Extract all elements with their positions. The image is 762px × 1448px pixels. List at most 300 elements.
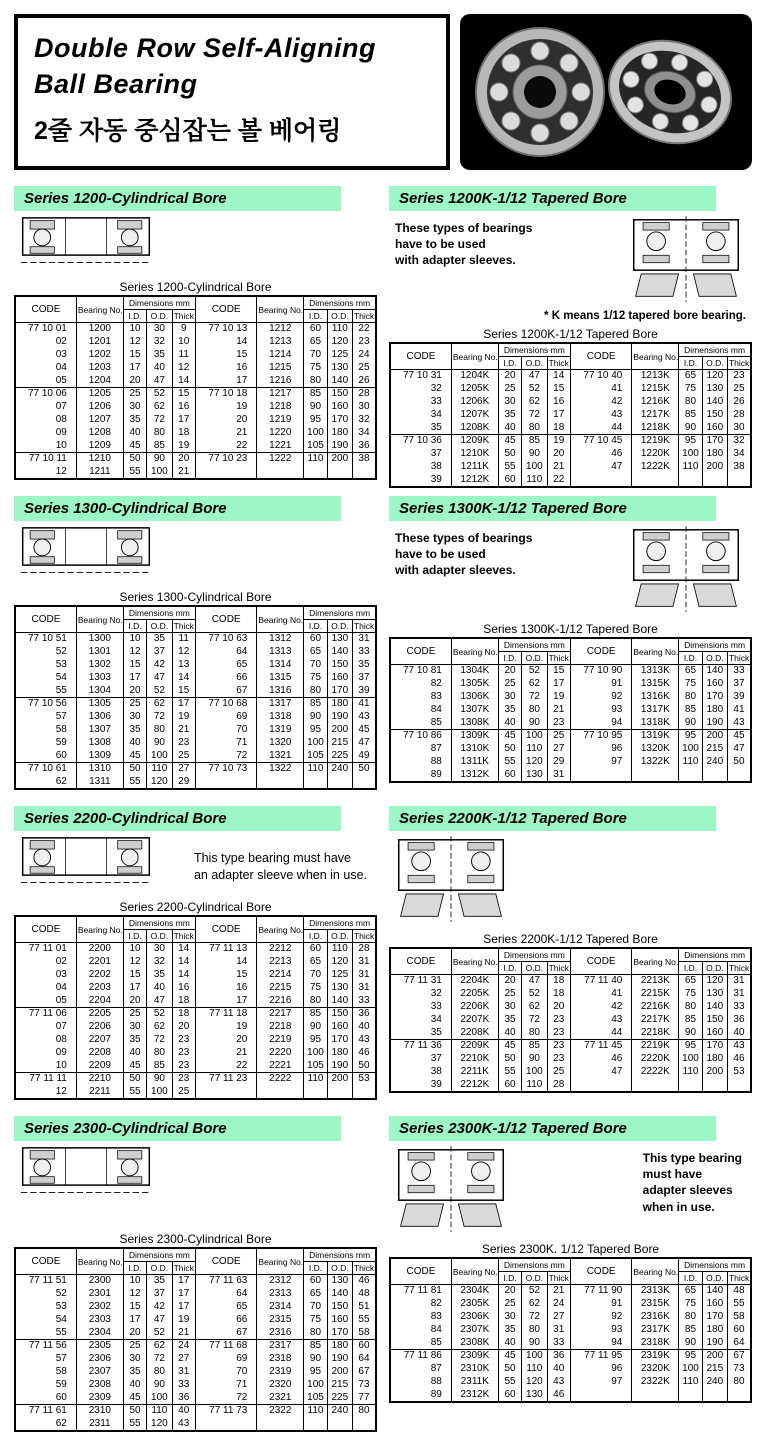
column-header: O.D.: [702, 357, 727, 370]
dimension-cell: 28: [352, 388, 376, 401]
dimension-cell: [702, 474, 727, 487]
dimension-cell: 90: [147, 1073, 172, 1086]
column-header: Dimensions mm: [498, 343, 570, 357]
code-cell: 77 11 56: [15, 1340, 76, 1353]
dimension-cell: 50: [123, 1405, 146, 1418]
code-cell: 94: [570, 1337, 631, 1350]
dimension-cell: 52: [522, 383, 547, 396]
dimension-cell: 46: [352, 1047, 376, 1060]
series-banner: [389, 496, 716, 521]
column-header: CODE: [195, 296, 256, 323]
dimension-cell: 32: [147, 956, 172, 969]
code-cell: 46: [570, 448, 631, 461]
dimension-cell: 15: [123, 659, 146, 672]
dimension-cell: 47: [352, 737, 376, 750]
column-header: I.D.: [498, 652, 521, 665]
code-cell: 77 11 11: [15, 1073, 76, 1086]
dimension-cell: 13: [172, 659, 195, 672]
code-cell: 77 11 01: [15, 943, 76, 956]
column-header: O.D.: [522, 962, 547, 975]
dimension-cell: 150: [327, 659, 352, 672]
dimension-cell: 33: [352, 995, 376, 1008]
dimension-cell: 60: [304, 633, 327, 646]
dimension-cell: 100: [147, 750, 172, 763]
code-cell: 77 10 06: [15, 388, 76, 401]
code-cell: 09: [15, 1047, 76, 1060]
dimension-cell: 30: [147, 943, 172, 956]
dimension-cell: 35: [123, 1034, 146, 1047]
code-cell: 57: [15, 1353, 76, 1366]
code-cell: 77 11 51: [15, 1275, 76, 1288]
bearing-no-cell: 1215: [257, 362, 304, 375]
column-header: I.D.: [304, 1262, 327, 1275]
bearing-no-cell: 2217: [257, 1008, 304, 1021]
dimension-cell: 240: [327, 1405, 352, 1418]
code-cell: 64: [195, 646, 256, 659]
bearing-cross-section-diagram: [20, 1146, 375, 1205]
section-illustration: [14, 831, 377, 897]
column-header: O.D.: [327, 930, 352, 943]
code-cell: 77 10 13: [195, 323, 256, 336]
dimension-cell: 34: [352, 427, 376, 440]
bearing-no-cell: 2213: [257, 956, 304, 969]
dimension-cell: 180: [702, 1053, 727, 1066]
dimension-cell: 105: [304, 750, 327, 763]
code-cell: 77 10 31: [390, 370, 451, 383]
bearing-no-cell: 1312: [257, 633, 304, 646]
bearing-no-cell: 2202: [76, 969, 123, 982]
dimension-cell: 30: [727, 422, 751, 435]
column-header: CODE: [195, 1248, 256, 1275]
dimension-cell: 17: [172, 1301, 195, 1314]
section-series-1200: [14, 186, 377, 490]
code-cell: 77 11 73: [195, 1405, 256, 1418]
bearing-no-cell: 1221: [257, 440, 304, 453]
bearing-no-cell: 1206: [76, 401, 123, 414]
dimension-cell: 14: [172, 969, 195, 982]
bearing-no-cell: 1213K: [632, 370, 679, 383]
dimension-cell: 85: [679, 1324, 702, 1337]
column-header: Thick: [173, 621, 194, 631]
dimension-cell: 40: [498, 422, 521, 435]
dimension-cell: 12: [123, 956, 146, 969]
dimension-cell: 46: [352, 1275, 376, 1288]
section-illustration: [14, 521, 377, 587]
dimension-cell: 72: [522, 1014, 547, 1027]
code-cell: 89: [390, 1389, 451, 1402]
code-cell: 47: [570, 1066, 631, 1079]
code-cell: 32: [390, 383, 451, 396]
dimension-cell: 25: [498, 988, 521, 1001]
dimension-cell: 80: [679, 396, 702, 409]
dimension-cell: [727, 474, 751, 487]
bearing-no-cell: 1207K: [451, 409, 498, 422]
bearing-no-cell: 1208K: [451, 422, 498, 435]
dimension-cell: 37: [727, 678, 751, 691]
bearing-no-cell: [257, 1418, 304, 1431]
code-cell: 60: [15, 1392, 76, 1405]
dimension-cell: 36: [727, 1014, 751, 1027]
dimension-cell: 100: [679, 448, 702, 461]
bearing-photo: [460, 14, 752, 170]
bearing-no-cell: [632, 1079, 679, 1092]
dimension-cell: 29: [172, 776, 195, 789]
code-cell: 04: [15, 362, 76, 375]
dimension-cell: 33: [727, 665, 751, 678]
dimension-cell: 10: [123, 1275, 146, 1288]
dimension-cell: 160: [327, 1021, 352, 1034]
column-header: Bearing No.: [257, 916, 304, 943]
bearing-no-cell: 2303: [76, 1314, 123, 1327]
bearing-no-cell: 1314: [257, 659, 304, 672]
dimension-cell: 33: [547, 1337, 570, 1350]
bearing-no-cell: 2308: [76, 1379, 123, 1392]
bearing-cross-section-diagram: [20, 836, 152, 895]
code-cell: 96: [570, 1363, 631, 1376]
code-cell: 77 11 81: [390, 1285, 451, 1298]
dimension-cell: 43: [727, 717, 751, 730]
bearing-no-cell: 1213: [257, 336, 304, 349]
dimension-cell: 23: [547, 1027, 570, 1040]
bearing-no-cell: 1319K: [632, 730, 679, 743]
dimension-cell: 30: [498, 1311, 521, 1324]
dimension-cell: 200: [327, 1073, 352, 1086]
usage-note: [194, 836, 367, 884]
bearing-dimensions-table: [389, 947, 752, 1093]
code-cell: [570, 1079, 631, 1092]
bearing-no-cell: 2207K: [451, 1014, 498, 1027]
dimension-cell: 31: [352, 982, 376, 995]
dimension-cell: 48: [352, 1288, 376, 1301]
dimension-cell: 75: [679, 383, 702, 396]
dimension-cell: 32: [147, 336, 172, 349]
dimension-cell: 25: [727, 383, 751, 396]
bearing-no-cell: 2312: [257, 1275, 304, 1288]
dimension-cell: 200: [327, 724, 352, 737]
column-header: Thick: [173, 311, 194, 321]
bearing-dimensions-table: [389, 637, 752, 783]
dimension-cell: 85: [304, 1340, 327, 1353]
code-cell: 32: [390, 988, 451, 1001]
dimension-cell: 25: [547, 1066, 570, 1079]
dimension-cell: 47: [522, 975, 547, 988]
bearing-no-cell: 1211K: [451, 461, 498, 474]
dimension-cell: 43: [172, 1418, 195, 1431]
code-cell: 70: [195, 1366, 256, 1379]
dimension-cell: 33: [727, 1001, 751, 1014]
bearing-no-cell: 2307K: [451, 1324, 498, 1337]
cylindrical-cross-section-svg: [20, 836, 152, 890]
dimension-cell: 70: [304, 349, 327, 362]
code-cell: [195, 1418, 256, 1431]
dimension-cell: 95: [304, 414, 327, 427]
dimension-cell: 17: [123, 1314, 146, 1327]
column-header: Dimensions mm: [123, 606, 195, 620]
dimension-cell: 140: [327, 646, 352, 659]
column-header: Dimensions mm: [679, 1258, 751, 1272]
dimension-cell: 23: [172, 737, 195, 750]
bearing-no-cell: 1310K: [451, 743, 498, 756]
dimension-cell: 72: [147, 414, 172, 427]
column-header: O.D.: [327, 620, 352, 633]
code-cell: [570, 1389, 631, 1402]
dimension-cell: 70: [304, 969, 327, 982]
dimension-cell: 43: [547, 1376, 570, 1389]
dimension-cell: 65: [304, 336, 327, 349]
code-cell: 55: [15, 1327, 76, 1340]
dimension-cell: 52: [522, 665, 547, 678]
bearing-no-cell: 1219: [257, 414, 304, 427]
dimension-cell: 130: [327, 1275, 352, 1288]
dimension-cell: 67: [727, 1350, 751, 1363]
dimension-cell: 105: [304, 1060, 327, 1073]
page-title-line2: Ball Bearing: [34, 69, 198, 100]
dimension-cell: 52: [147, 1327, 172, 1340]
dimension-cell: 110: [147, 763, 172, 776]
dimension-cell: 140: [327, 375, 352, 388]
dimension-cell: 34: [727, 448, 751, 461]
dimension-cell: 36: [352, 1008, 376, 1021]
dimension-cell: 150: [702, 409, 727, 422]
dimension-cell: 9: [172, 323, 195, 336]
dimension-cell: 110: [679, 461, 702, 474]
dimension-cell: 75: [679, 678, 702, 691]
dimension-cell: 110: [522, 1079, 547, 1092]
dimension-cell: 110: [522, 743, 547, 756]
dimension-cell: 72: [522, 409, 547, 422]
dimension-cell: 95: [304, 1366, 327, 1379]
dimension-cell: 45: [123, 1060, 146, 1073]
dimension-cell: 240: [702, 1376, 727, 1389]
series-banner: [14, 1116, 341, 1141]
usage-note-line: when in use.: [642, 1199, 715, 1214]
dimension-cell: 215: [702, 1363, 727, 1376]
dimension-cell: 72: [147, 1034, 172, 1047]
dimension-cell: 95: [304, 724, 327, 737]
dimension-cell: 25: [172, 1086, 195, 1099]
series-banner-label: Series 1200K-1/12 Tapered Bore: [399, 190, 627, 207]
bearing-no-cell: 1301: [76, 646, 123, 659]
dimension-cell: 72: [147, 1353, 172, 1366]
bearing-no-cell: 1200: [76, 323, 123, 336]
dimension-cell: 35: [123, 1366, 146, 1379]
dimension-cell: 140: [327, 1288, 352, 1301]
code-cell: 77 11 45: [570, 1040, 631, 1053]
bearing-no-cell: 2305K: [451, 1298, 498, 1311]
code-cell: 89: [390, 769, 451, 782]
dimension-cell: 20: [123, 685, 146, 698]
code-cell: 65: [195, 1301, 256, 1314]
dimension-cell: 55: [498, 756, 521, 769]
dimension-cell: 24: [352, 349, 376, 362]
dimension-cell: 33: [352, 646, 376, 659]
code-cell: 77 10 23: [195, 453, 256, 466]
dimension-cell: 65: [679, 1285, 702, 1298]
dimension-cell: 85: [147, 1060, 172, 1073]
code-cell: 03: [15, 349, 76, 362]
code-cell: 77 10 63: [195, 633, 256, 646]
bearing-no-cell: 1320K: [632, 743, 679, 756]
code-cell: 87: [390, 743, 451, 756]
dimension-cell: 60: [304, 943, 327, 956]
dimension-cell: [352, 466, 376, 479]
dimension-cell: 35: [123, 414, 146, 427]
dimension-cell: 43: [352, 711, 376, 724]
column-header: I.D.: [679, 652, 702, 665]
section-series-1300k: [389, 496, 752, 800]
bearing-no-cell: 1220K: [632, 448, 679, 461]
bearing-no-cell: 1309: [76, 750, 123, 763]
dimension-cell: 60: [498, 1079, 521, 1092]
dimension-cell: [327, 776, 352, 789]
bearing-no-cell: 1205K: [451, 383, 498, 396]
dimension-cell: [702, 1389, 727, 1402]
dimension-cell: 200: [702, 1066, 727, 1079]
code-cell: 53: [15, 659, 76, 672]
dimension-cell: [702, 1079, 727, 1092]
code-cell: 47: [570, 461, 631, 474]
dimension-cell: 60: [352, 1340, 376, 1353]
dimension-cell: 120: [522, 756, 547, 769]
code-cell: [570, 769, 631, 782]
dimension-cell: 45: [498, 1350, 521, 1363]
code-cell: 71: [195, 1379, 256, 1392]
dimension-cell: 31: [727, 988, 751, 1001]
dimension-cell: 85: [522, 1040, 547, 1053]
dimension-cell: 105: [304, 440, 327, 453]
dimension-cell: 23: [727, 370, 751, 383]
code-cell: 77 11 61: [15, 1405, 76, 1418]
bearing-no-cell: 2207: [76, 1034, 123, 1047]
code-cell: 20: [195, 414, 256, 427]
bearing-no-cell: 2201: [76, 956, 123, 969]
bearing-no-cell: 1306K: [451, 691, 498, 704]
bearing-no-cell: 1313: [257, 646, 304, 659]
code-cell: 10: [15, 440, 76, 453]
dimension-cell: 130: [702, 988, 727, 1001]
dimension-cell: 90: [522, 1053, 547, 1066]
code-cell: 92: [570, 691, 631, 704]
bearing-no-cell: 1308: [76, 737, 123, 750]
bearing-no-cell: 1300: [76, 633, 123, 646]
dimension-cell: 80: [147, 724, 172, 737]
dimension-cell: 40: [147, 982, 172, 995]
dimension-cell: 51: [352, 1301, 376, 1314]
dimension-cell: 52: [522, 988, 547, 1001]
dimension-cell: 120: [147, 776, 172, 789]
bearing-no-cell: 2317K: [632, 1324, 679, 1337]
dimension-cell: 110: [304, 1405, 327, 1418]
dimension-cell: [352, 776, 376, 789]
right-column: [389, 186, 752, 1438]
dimension-cell: 85: [679, 704, 702, 717]
dimension-cell: 100: [522, 730, 547, 743]
column-header: Bearing No.: [257, 1248, 304, 1275]
code-cell: 77 11 18: [195, 1008, 256, 1021]
code-cell: 77 11 86: [390, 1350, 451, 1363]
code-cell: 03: [15, 969, 76, 982]
dimension-cell: 32: [727, 435, 751, 448]
column-header: I.D.: [498, 962, 521, 975]
column-header: CODE: [390, 638, 451, 665]
dimension-cell: 80: [304, 1327, 327, 1340]
bearing-no-cell: 1202: [76, 349, 123, 362]
bearing-no-cell: 1209K: [451, 435, 498, 448]
dimension-cell: 140: [702, 1285, 727, 1298]
series-banner: [389, 806, 716, 831]
usage-note-line: must have: [642, 1167, 702, 1182]
bearing-no-cell: 1316: [257, 685, 304, 698]
dimension-cell: 100: [522, 1066, 547, 1079]
dimension-cell: 160: [327, 672, 352, 685]
bearing-no-cell: 2212K: [451, 1079, 498, 1092]
bearing-no-cell: 1305: [76, 698, 123, 711]
code-cell: 20: [195, 1034, 256, 1047]
table-title: Series 1200K-1/12 Tapered Bore: [483, 327, 658, 341]
bearing-no-cell: 2204K: [451, 975, 498, 988]
dimension-cell: 80: [147, 427, 172, 440]
dimension-cell: 65: [679, 975, 702, 988]
dimension-cell: 26: [352, 375, 376, 388]
dimension-cell: 19: [172, 1314, 195, 1327]
code-cell: 77 10 11: [15, 453, 76, 466]
code-cell: 72: [195, 1392, 256, 1405]
bearing-dimensions-table: [14, 605, 377, 790]
dimension-cell: 77: [352, 1392, 376, 1405]
code-cell: 77 11 95: [570, 1350, 631, 1363]
dimension-cell: 35: [498, 704, 521, 717]
bearing-no-cell: 1215K: [632, 383, 679, 396]
dimension-cell: 39: [352, 685, 376, 698]
bearing-no-cell: 1315K: [632, 678, 679, 691]
bearing-dimensions-table: [389, 342, 752, 488]
column-header: Dimensions mm: [679, 638, 751, 652]
bearing-no-cell: 1222: [257, 453, 304, 466]
dimension-cell: 45: [352, 724, 376, 737]
dimension-cell: 55: [123, 1086, 146, 1099]
dimension-cell: 37: [147, 1288, 172, 1301]
dimension-cell: 28: [727, 409, 751, 422]
code-cell: 15: [195, 349, 256, 362]
dimension-cell: 23: [172, 1047, 195, 1060]
code-cell: 82: [390, 1298, 451, 1311]
dimension-cell: 110: [522, 474, 547, 487]
tapered-bearing-diagram: [395, 1146, 507, 1237]
code-cell: 54: [15, 1314, 76, 1327]
column-header: I.D.: [679, 357, 702, 370]
dimension-cell: 240: [327, 763, 352, 776]
dimension-cell: 90: [304, 401, 327, 414]
bearing-no-cell: 2219: [257, 1034, 304, 1047]
dimension-cell: 26: [727, 396, 751, 409]
dimension-cell: 180: [702, 1324, 727, 1337]
dimension-cell: 90: [304, 1021, 327, 1034]
bearing-no-cell: 1217K: [632, 409, 679, 422]
code-cell: 77 10 36: [390, 435, 451, 448]
dimension-cell: 72: [522, 1311, 547, 1324]
code-cell: 66: [195, 1314, 256, 1327]
code-cell: 54: [15, 672, 76, 685]
bearing-no-cell: [257, 776, 304, 789]
dimension-cell: 17: [123, 672, 146, 685]
dimension-cell: 21: [547, 461, 570, 474]
dimension-cell: 40: [547, 1363, 570, 1376]
bearing-no-cell: 2215K: [632, 988, 679, 1001]
bearing-no-cell: 1218K: [632, 422, 679, 435]
bearing-no-cell: 2310K: [451, 1363, 498, 1376]
bearing-no-cell: 1303: [76, 672, 123, 685]
column-header: CODE: [570, 1258, 631, 1285]
